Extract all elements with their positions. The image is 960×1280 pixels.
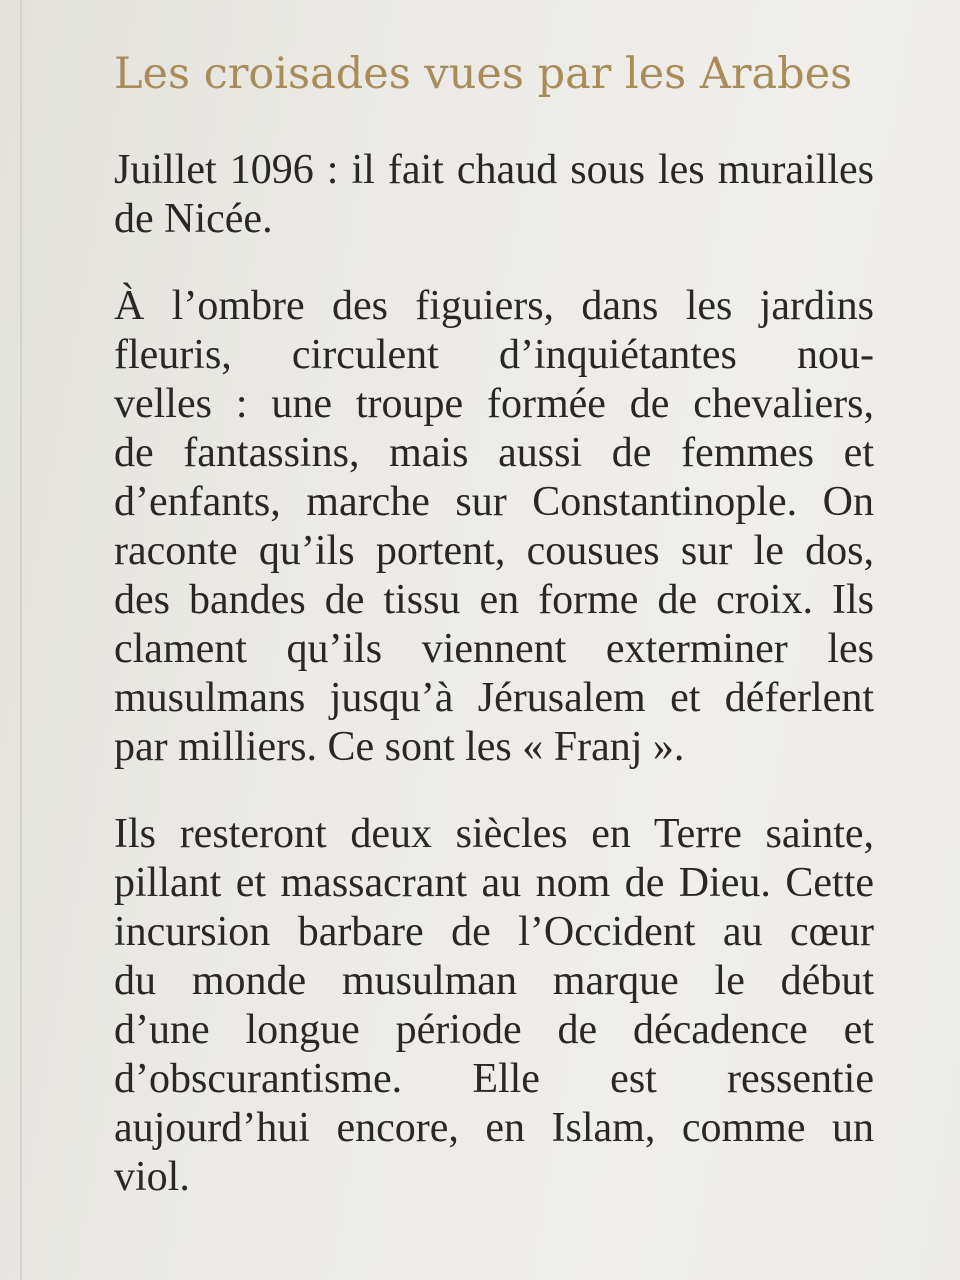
text-line: Ils resteront deux siècles en Terre sainte,	[114, 811, 874, 857]
text-line: velles : une troupe formée de chevaliers,	[114, 381, 874, 427]
text-line: aujourd’hui encore, en Islam, comme un	[114, 1105, 874, 1151]
text-line: clament qu’ils viennent exterminer les	[114, 626, 874, 672]
text-line: de fantassins, mais aussi de femmes et	[114, 430, 874, 476]
text-line: d’une longue période de décadence et	[114, 1007, 874, 1053]
text-line: des bandes de tissu en forme de croix. Ils	[114, 577, 874, 623]
paragraph-2	[114, 282, 874, 772]
back-cover-text	[114, 48, 874, 1202]
text-line: incursion barbare de l’Occident au cœur	[114, 909, 874, 955]
text-line: pillant et massacrant au nom de Dieu. Cette	[114, 860, 874, 906]
book-title: Les croisades vues par les Arabes	[114, 49, 853, 99]
text-line: raconte qu’ils portent, cousues sur le dos,	[114, 528, 874, 574]
text-line: fleuris, circulent d’inquiétantes nou-	[114, 332, 874, 378]
text-line: musulmans jusqu’à Jérusalem et déferlent	[114, 675, 874, 721]
text-line: d’obscurantisme. Elle est ressentie	[114, 1056, 874, 1102]
text-line: par milliers. Ce sont les « Franj ».	[114, 724, 685, 770]
text-line: viol.	[114, 1154, 190, 1200]
text-line: À l’ombre des figuiers, dans les jardins	[114, 283, 874, 329]
text-line: Juillet 1096 : il fait chaud sous les murailles	[114, 147, 874, 193]
paragraph-1	[114, 146, 874, 244]
paragraph-3	[114, 810, 874, 1202]
text-line: de Nicée.	[114, 196, 273, 242]
text-line: d’enfants, marche sur Constantinople. On	[114, 479, 874, 525]
text-line: du monde musulman marque le début	[114, 958, 874, 1004]
page-edge-line	[20, 0, 22, 1280]
